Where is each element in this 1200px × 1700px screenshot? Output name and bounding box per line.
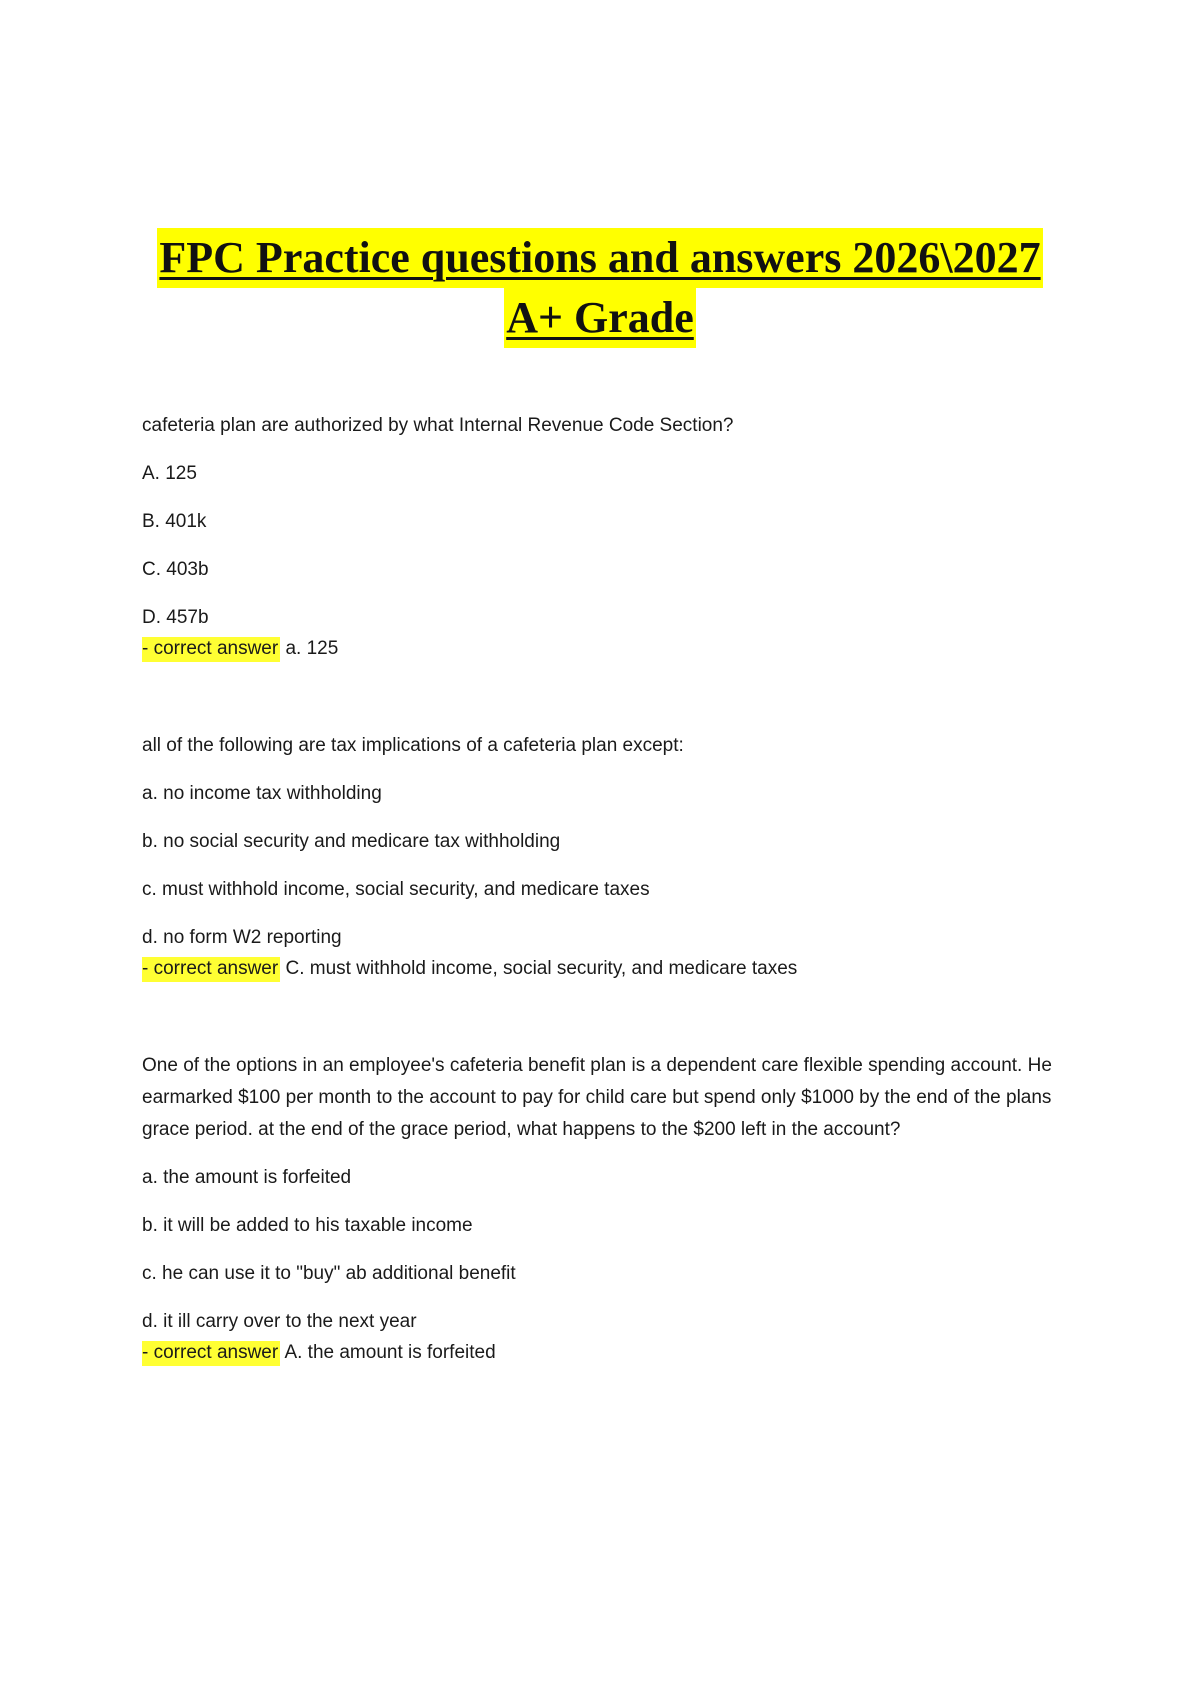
answer-line bbox=[142, 1338, 1082, 1368]
correct-answer-text: A. the amount is forfeited bbox=[284, 1342, 496, 1363]
correct-answer-marker: - correct answer bbox=[142, 637, 280, 662]
option-b: b. it will be added to his taxable income bbox=[142, 1215, 473, 1236]
question-3 bbox=[142, 1050, 1082, 1368]
question-separator bbox=[142, 664, 1082, 730]
option-c: c. must withhold income, social security, and medicare taxes bbox=[142, 879, 650, 900]
option-a: A. 125 bbox=[142, 463, 197, 484]
correct-answer-text: a. 125 bbox=[285, 638, 339, 659]
answer-line bbox=[142, 954, 1082, 984]
option-b: B. 401k bbox=[142, 511, 207, 532]
option-c: c. he can use it to "buy" ab additional benefit bbox=[142, 1263, 516, 1284]
option-d: d. no form W2 reporting bbox=[142, 927, 342, 948]
title-line-2: A+ Grade bbox=[504, 288, 696, 348]
correct-answer-marker: - correct answer bbox=[142, 1341, 280, 1366]
answer-line bbox=[142, 634, 1082, 664]
question-text: One of the options in an employee's cafeteria benefit plan is a dependent care flexible spending account. He earmarked $100 per month to the account to pay for child care but spend only $1000 by the end of the plans grace period. at the end of the grace period, what happens to the $200 left in the account? bbox=[142, 1055, 1052, 1140]
correct-answer-marker: - correct answer bbox=[142, 957, 280, 982]
option-d: D. 457b bbox=[142, 607, 209, 628]
question-text: all of the following are tax implications of a cafeteria plan except: bbox=[142, 735, 684, 756]
question-separator bbox=[142, 984, 1082, 1050]
correct-answer-text: C. must withhold income, social security, and medicare taxes bbox=[285, 958, 798, 979]
option-a: a. the amount is forfeited bbox=[142, 1167, 352, 1188]
option-a: a. no income tax withholding bbox=[142, 783, 382, 804]
question-1 bbox=[142, 410, 1082, 664]
option-c: C. 403b bbox=[142, 559, 209, 580]
questions-list bbox=[142, 410, 1082, 1368]
option-b: b. no social security and medicare tax withholding bbox=[142, 831, 561, 852]
question-text: cafeteria plan are authorized by what Internal Revenue Code Section? bbox=[142, 415, 734, 436]
option-d: d. it ill carry over to the next year bbox=[142, 1311, 417, 1332]
title-line-1: FPC Practice questions and answers 2026\2027 bbox=[157, 228, 1042, 288]
document-title bbox=[0, 228, 1200, 348]
question-2 bbox=[142, 730, 1082, 984]
